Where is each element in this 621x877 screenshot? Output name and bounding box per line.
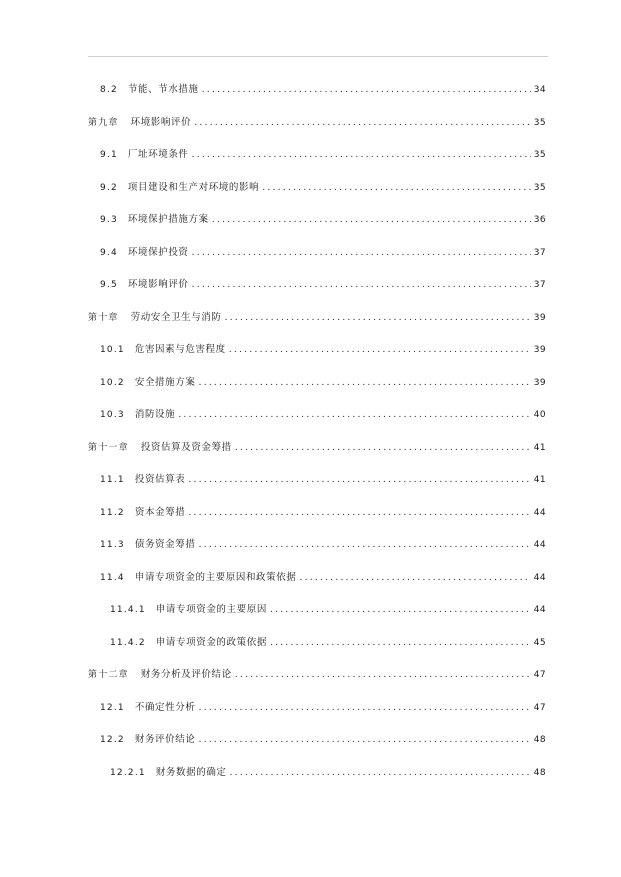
- toc-entry-title: 财务分析及评价结论: [140, 669, 232, 680]
- toc-entry-number: 9.3: [100, 215, 118, 225]
- toc-entry-title: 投资估算及资金筹措: [140, 441, 232, 453]
- toc-entry-title: 危害因素与危害程度: [134, 344, 226, 355]
- toc-entry-title: 申请专项资金的政策依据: [155, 636, 267, 648]
- toc-entry[interactable]: [100, 81, 546, 99]
- toc-entry[interactable]: [110, 764, 546, 782]
- toc-entry-title: 消防设施: [134, 409, 176, 420]
- toc-entry-number: 第十一章: [88, 442, 129, 453]
- toc-entry[interactable]: [88, 309, 546, 327]
- toc-entry-number: 12.2.1: [110, 767, 146, 778]
- toc-entry-page-number: 44: [533, 605, 546, 615]
- toc-entry-number: 8.2: [100, 85, 118, 95]
- dot-leader: [198, 536, 530, 554]
- toc-entry-title: 环境保护措施方案: [127, 214, 209, 225]
- dot-leader: [225, 309, 531, 327]
- toc-entry-title: 环境保护投资: [127, 246, 189, 258]
- toc-entry-page-number: 44: [533, 540, 546, 550]
- toc-entry-title: 劳动安全卫生与消防: [130, 311, 222, 323]
- toc-entry[interactable]: [88, 666, 546, 684]
- dot-leader: [235, 666, 531, 684]
- toc-entry[interactable]: [100, 731, 546, 749]
- toc-entry-page-number: 41: [533, 442, 546, 453]
- toc-entry-number: 第十二章: [88, 670, 129, 680]
- toc-entry[interactable]: [110, 601, 546, 619]
- toc-entry-title: 申请专项资金的主要原因: [155, 604, 267, 615]
- dot-leader: [299, 569, 530, 587]
- toc-entry-number: 11.2: [100, 507, 125, 518]
- toc-entry-number: 9.4: [100, 247, 118, 258]
- toc-entry[interactable]: [100, 374, 546, 392]
- toc-entry-page-number: 47: [533, 702, 546, 713]
- toc-entry-title: 资本金筹措: [134, 506, 186, 518]
- toc-entry-title: 不确定性分析: [134, 701, 196, 713]
- toc-entry-page-number: 35: [533, 150, 546, 160]
- toc-entry-page-number: 40: [533, 410, 546, 420]
- toc-entry-page-number: 39: [533, 345, 546, 355]
- toc-entry[interactable]: [100, 699, 546, 717]
- toc-entry-title: 财务评价结论: [134, 734, 196, 745]
- toc-entry[interactable]: [88, 439, 546, 457]
- dot-leader: [198, 731, 530, 749]
- toc-entry[interactable]: [100, 146, 546, 164]
- dot-leader: [192, 244, 531, 262]
- toc-entry-title: 环境影响评价: [130, 116, 192, 128]
- toc-entry[interactable]: [100, 471, 546, 489]
- toc-entry-number: 10.3: [100, 410, 125, 420]
- toc-entry-title: 投资估算表: [134, 474, 186, 485]
- dot-leader: [229, 341, 531, 359]
- toc-entry-page-number: 35: [533, 182, 546, 193]
- toc-entry-page-number: 34: [533, 85, 546, 95]
- toc-entry-page-number: 41: [533, 475, 546, 485]
- toc-entry-number: 9.1: [100, 150, 118, 160]
- toc-entry-number: 12.2: [100, 735, 125, 745]
- toc-entry-page-number: 36: [533, 215, 546, 225]
- toc-entry-title: 厂址环境条件: [127, 149, 189, 160]
- toc-entry[interactable]: [100, 244, 546, 262]
- toc-entry-number: 10.1: [100, 345, 125, 355]
- toc-entry-number: 12.1: [100, 702, 125, 713]
- dot-leader: [194, 114, 531, 132]
- toc-entry-number: 11.1: [100, 475, 125, 485]
- toc-entry-number: 11.3: [100, 540, 125, 550]
- dot-leader: [188, 471, 530, 489]
- toc-entry[interactable]: [88, 114, 546, 132]
- toc-entry-number: 11.4.1: [110, 605, 146, 615]
- toc-entry[interactable]: [110, 634, 546, 652]
- toc-entry-number: 10.2: [100, 377, 125, 388]
- toc-entry[interactable]: [100, 504, 546, 522]
- dot-leader: [178, 406, 530, 424]
- dot-leader: [262, 179, 531, 197]
- dot-leader: [192, 146, 531, 164]
- toc-entry-title: 项目建设和生产对环境的影响: [127, 181, 260, 193]
- toc-entry-page-number: 37: [533, 247, 546, 258]
- toc-entry-number: 第九章: [88, 117, 119, 128]
- header-rule: [88, 56, 548, 57]
- toc-entry-page-number: 35: [533, 117, 546, 128]
- toc-entry-title: 安全措施方案: [134, 376, 196, 388]
- toc-entry-page-number: 45: [533, 637, 546, 648]
- dot-leader: [230, 764, 531, 782]
- dot-leader: [192, 276, 531, 294]
- dot-leader: [212, 211, 531, 229]
- toc-entry[interactable]: [100, 569, 546, 587]
- toc-entry[interactable]: [100, 341, 546, 359]
- toc-entry-page-number: 48: [533, 767, 546, 778]
- toc-entry[interactable]: [100, 276, 546, 294]
- toc-entry-title: 节能、节水措施: [127, 84, 199, 95]
- dot-leader: [198, 374, 530, 392]
- toc-entry-number: 11.4: [100, 572, 125, 583]
- toc-entry-number: 11.4.2: [110, 637, 146, 648]
- dot-leader: [235, 439, 531, 457]
- toc-entry-page-number: 44: [533, 507, 546, 518]
- dot-leader: [270, 634, 531, 652]
- toc-entry-title: 财务数据的确定: [155, 766, 227, 778]
- toc-entry-page-number: 39: [533, 312, 546, 323]
- toc-entry-number: 第十章: [88, 312, 119, 323]
- dot-leader: [202, 81, 531, 99]
- toc-entry-title: 申请专项资金的主要原因和政策依据: [134, 571, 297, 583]
- toc-entry[interactable]: [100, 211, 546, 229]
- toc-entry[interactable]: [100, 406, 546, 424]
- toc-entry-page-number: 37: [533, 280, 546, 290]
- dot-leader: [198, 699, 530, 717]
- toc-entry-title: 环境影响评价: [127, 279, 189, 290]
- toc-entry-number: 9.5: [100, 280, 118, 290]
- toc-entry-page-number: 48: [533, 735, 546, 745]
- toc-entry-page-number: 44: [533, 572, 546, 583]
- toc-entry-number: 9.2: [100, 182, 118, 193]
- toc-entry-title: 债务资金筹措: [134, 539, 196, 550]
- dot-leader: [188, 504, 530, 522]
- toc-entry-page-number: 39: [533, 377, 546, 388]
- toc-entry[interactable]: [100, 179, 546, 197]
- dot-leader: [270, 601, 531, 619]
- toc-entry-page-number: 47: [533, 670, 546, 680]
- toc-entry[interactable]: [100, 536, 546, 554]
